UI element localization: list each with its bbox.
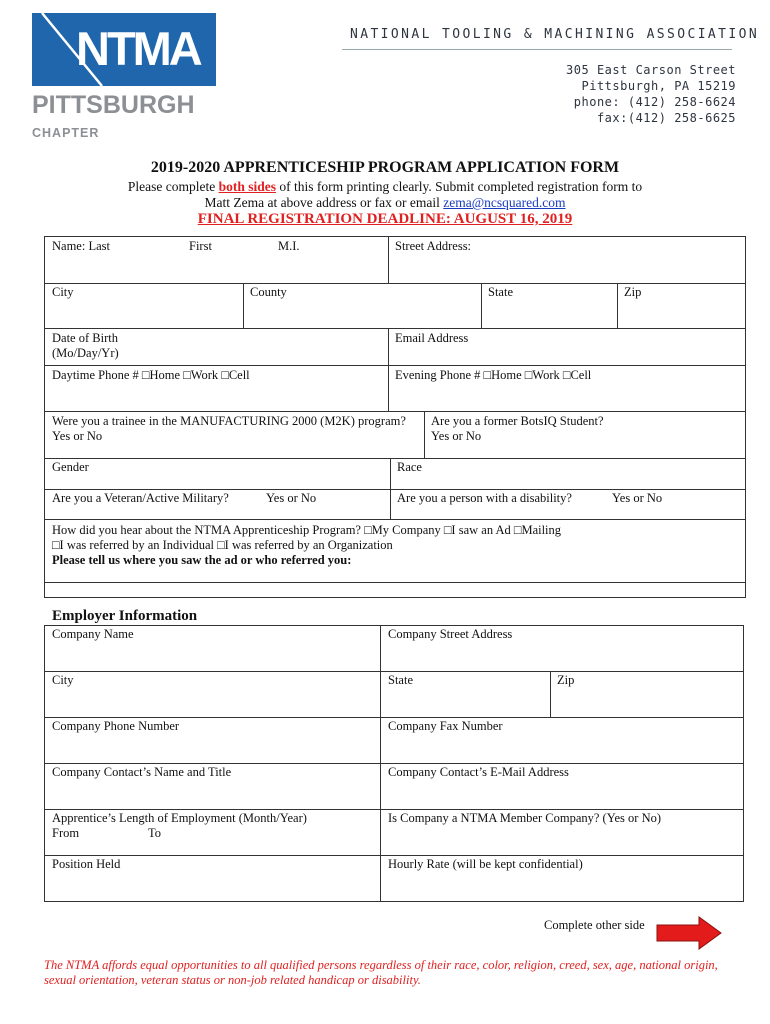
- veteran-question: Are you a Veteran/Active Military?: [52, 491, 229, 505]
- logo-chapter: CHAPTER: [32, 126, 100, 140]
- instructions-line-2: Matt Zema at above address or fax or email zema@ncsquared.com: [204, 195, 566, 210]
- instructions-line-1: Please complete both sides of this form printing clearly. Submit completed registration form to: [127, 179, 643, 194]
- header-rule: [342, 49, 732, 50]
- col-divider: [390, 458, 391, 519]
- botsiq-answer[interactable]: Yes or No: [431, 429, 482, 443]
- ntma-logo: [32, 13, 216, 86]
- col-divider: [388, 236, 389, 283]
- referral-options[interactable]: □I was referred by an Individual □I was referred by an Organization: [52, 538, 393, 552]
- row-divider: [44, 519, 746, 520]
- col-divider: [243, 283, 244, 328]
- company-city-field[interactable]: City: [52, 673, 74, 687]
- employer-section-heading: Employer Information: [52, 608, 198, 624]
- email-link[interactable]: zema@ncsquared.com: [443, 195, 566, 210]
- company-state-field[interactable]: State: [388, 673, 413, 687]
- col-divider: [424, 411, 425, 458]
- m2k-answer[interactable]: Yes or No: [52, 429, 103, 443]
- deadline-notice: FINAL REGISTRATION DEADLINE: AUGUST 16, 2019: [197, 211, 573, 227]
- position-held-field[interactable]: Position Held: [52, 857, 121, 871]
- address-line-1: 305 East Carson Street: [566, 63, 736, 77]
- row-divider: [44, 717, 744, 718]
- company-fax-field[interactable]: Company Fax Number: [388, 719, 503, 733]
- m2k-question: Were you a trainee in the MANUFACTURING 2000 (M2K) program?: [52, 414, 406, 428]
- contact-email-field[interactable]: Company Contact’s E-Mail Address: [388, 765, 569, 779]
- row-divider: [44, 582, 746, 583]
- right-arrow-icon: [655, 915, 723, 951]
- email-address-field[interactable]: Email Address: [395, 331, 469, 345]
- row-divider: [44, 458, 746, 459]
- to-field[interactable]: To: [148, 826, 162, 840]
- dob-field[interactable]: Date of Birth: [52, 331, 118, 345]
- logo-city: PITTSBURGH: [32, 91, 195, 119]
- logo-text: NTMA: [76, 22, 200, 75]
- col-divider: [550, 671, 551, 717]
- middle-initial-field[interactable]: M.I.: [278, 239, 300, 253]
- company-phone-field[interactable]: Company Phone Number: [52, 719, 180, 733]
- first-name-field[interactable]: First: [189, 239, 212, 253]
- row-divider: [44, 855, 744, 856]
- col-divider: [617, 283, 618, 328]
- contact-name-field[interactable]: Company Contact’s Name and Title: [52, 765, 232, 779]
- last-name-field[interactable]: Name: Last: [52, 239, 110, 253]
- referral-detail-prompt[interactable]: Please tell us where you saw the ad or who referred you:: [52, 553, 352, 567]
- equal-opportunity-statement: The NTMA affords equal opportunities to all qualified persons regardless of their race, color, religion, creed, sex, age, national origin, sexual orientation, veteran status or non-job related handicap or disability.: [44, 958, 718, 987]
- dob-format-label: (Mo/Day/Yr): [52, 346, 119, 360]
- state-field[interactable]: State: [488, 285, 513, 299]
- association-name: NATIONAL TOOLING & MACHINING ASSOCIATION: [350, 27, 760, 42]
- phone-line: phone: (412) 258-6624: [573, 95, 736, 109]
- race-field[interactable]: Race: [397, 460, 422, 474]
- employment-length-field[interactable]: Apprentice’s Length of Employment (Month/Year): [52, 811, 307, 825]
- botsiq-question: Are you a former BotsIQ Student?: [431, 414, 604, 428]
- disability-question: Are you a person with a disability?: [397, 491, 572, 505]
- evening-phone-field[interactable]: Evening Phone # □Home □Work □Cell: [395, 368, 592, 382]
- row-divider: [44, 809, 744, 810]
- col-divider: [388, 328, 389, 411]
- fax-line: fax:(412) 258-6625: [596, 111, 736, 125]
- referral-question[interactable]: How did you hear about the NTMA Apprenticeship Program? □My Company □I saw an Ad □Mailing: [52, 523, 562, 537]
- col-divider: [380, 625, 381, 902]
- row-divider: [44, 411, 746, 412]
- row-divider: [44, 328, 746, 329]
- zip-field[interactable]: Zip: [624, 285, 642, 299]
- street-address-field[interactable]: Street Address:: [395, 239, 472, 253]
- row-divider: [44, 283, 746, 284]
- both-sides-emphasis: both sides: [218, 179, 276, 194]
- company-name-field[interactable]: Company Name: [52, 627, 134, 641]
- row-divider: [44, 671, 744, 672]
- county-field[interactable]: County: [250, 285, 287, 299]
- from-field[interactable]: From: [52, 826, 80, 840]
- member-company-field[interactable]: Is Company a NTMA Member Company? (Yes or No): [388, 811, 662, 825]
- complete-other-side-label: Complete other side: [544, 918, 645, 932]
- form-title: 2019-2020 APPRENTICESHIP PROGRAM APPLICATION FORM: [150, 159, 620, 176]
- company-street-field[interactable]: Company Street Address: [388, 627, 513, 641]
- row-divider: [44, 763, 744, 764]
- veteran-answer[interactable]: Yes or No: [266, 491, 317, 505]
- hourly-rate-field[interactable]: Hourly Rate (will be kept confidential): [388, 857, 583, 871]
- address-line-2: Pittsburgh, PA 15219: [581, 79, 736, 93]
- daytime-phone-field[interactable]: Daytime Phone # □Home □Work □Cell: [52, 368, 250, 382]
- row-divider: [44, 365, 746, 366]
- company-zip-field[interactable]: Zip: [557, 673, 575, 687]
- disability-answer[interactable]: Yes or No: [612, 491, 663, 505]
- row-divider: [44, 489, 746, 490]
- col-divider: [481, 283, 482, 328]
- gender-field[interactable]: Gender: [52, 460, 89, 474]
- city-field[interactable]: City: [52, 285, 74, 299]
